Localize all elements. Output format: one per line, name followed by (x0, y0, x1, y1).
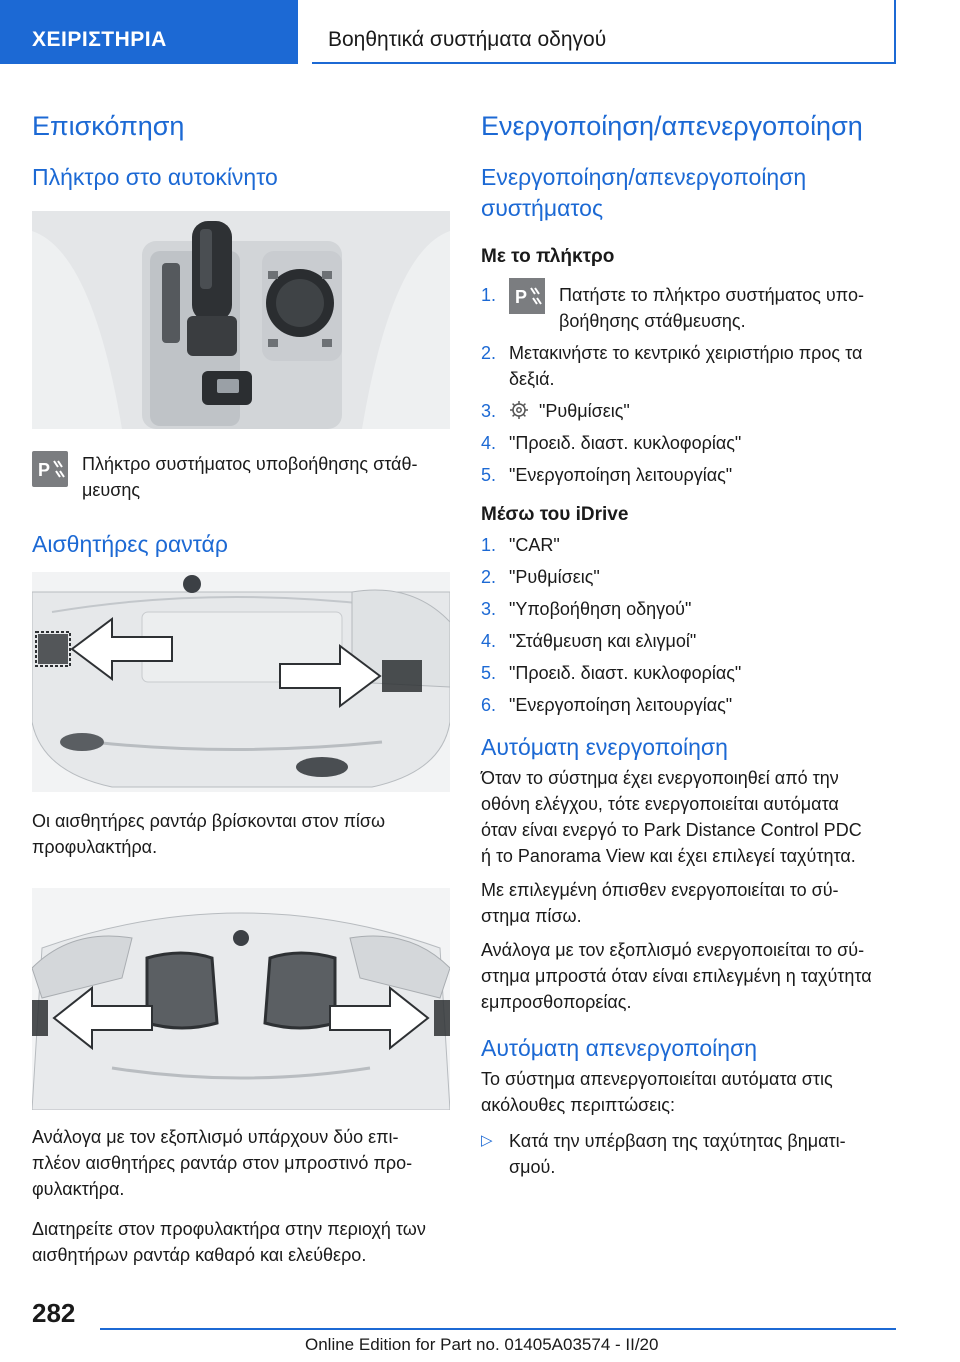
step-number: 2. (481, 567, 497, 587)
list-item (481, 1128, 911, 1180)
step-text: Μετακινήστε το κεντρικό χειριστήριο προς τα δεξιά. (509, 343, 863, 389)
rear-bumper-image (32, 572, 450, 792)
step-number: 6. (481, 695, 497, 715)
front-sensors-text: Ανάλογα με τον εξοπλισμό υπάρχουν δύο επι- πλέον αισθητήρες ραντάρ στον μπροστινό προ- φυλακτήρα. (32, 1127, 413, 1199)
radar-sensors-heading: Αισθητήρες ραντάρ (32, 531, 228, 557)
step-text: "Υποβοήθηση οδηγού" (509, 599, 692, 619)
step-text: Πατήστε το πλήκτρο συστήματος υπο- βοήθησης στάθμευσης. (559, 285, 864, 331)
system-activate-heading: Ενεργοποίηση/απενεργοποίηση συστήματος (481, 164, 807, 221)
auto-activation-text-3: Ανάλογα με τον εξοπλισμό ενεργοποιείται το σύ- στημα μπροστά όταν είναι επιλεγμένη η ταχύτητα εμπροσθοπορείας. (481, 940, 872, 1012)
list-item (481, 596, 911, 622)
front-bumper-image (32, 888, 450, 1110)
list-item (481, 692, 911, 718)
list-item (481, 430, 911, 456)
footer-divider (100, 1328, 896, 1330)
overview-heading: Επισκόπηση (32, 111, 185, 141)
auto-deactivation-text: Το σύστημα απενεργοποιείται αυτόματα στις ακόλουθες περιπτώσεις: (481, 1069, 833, 1115)
step-parking-button-icon (509, 278, 545, 314)
auto-deactivation-heading: Αυτόματη απενεργοποίηση (481, 1035, 758, 1061)
step-text: "Ρυθμίσεις" (539, 401, 630, 421)
via-button-steps (481, 282, 911, 488)
auto-activation-heading: Αυτόματη ενεργοποίηση (481, 734, 728, 760)
chapter-label: ΧΕΙΡΙΣΤΗΡΙΑ (32, 28, 167, 51)
bullet-text: Κατά την υπέρβαση της ταχύτητας βηματι- σμού. (509, 1131, 846, 1177)
list-item (481, 282, 911, 334)
center-console-drawing (32, 211, 450, 429)
step-number: 4. (481, 433, 497, 453)
step-number: 5. (481, 465, 497, 485)
list-item (481, 398, 911, 424)
step-text: "Ενεργοποίηση λειτουργίας" (509, 465, 733, 485)
center-console-image (32, 211, 450, 429)
rear-bumper-drawing (32, 572, 450, 792)
list-item (481, 564, 911, 590)
svg-text:P: P (515, 287, 528, 307)
button-caption-row (32, 451, 450, 503)
left-column (32, 100, 450, 1268)
step-number: 5. (481, 663, 497, 683)
keep-sensors-clean-text: Διατηρείτε στον προφυλακτήρα στην περιοχή των αισθητήρων ραντάρ καθαρό και ελεύθερο. (32, 1219, 426, 1265)
auto-activation-text-2: Με επιλεγμένη όπισθεν ενεργοποιείται το σύ- στημα πίσω. (481, 880, 839, 926)
activate-deactivate-heading: Ενεργοποίηση/απενεργοποίηση (481, 111, 863, 141)
step-number: 2. (481, 343, 497, 363)
list-item (481, 628, 911, 654)
step-number: 1. (481, 535, 497, 555)
button-caption: Πλήκτρο συστήματος υποβοήθησης στάθ- μευσης (82, 454, 418, 500)
step-text: "Ενεργοποίηση λειτουργίας" (509, 695, 733, 715)
gear-icon (509, 398, 531, 424)
step-text: "Προειδ. διαστ. κυκλοφορίας" (509, 663, 742, 683)
via-idrive-steps (481, 532, 911, 718)
rear-sensors-text: Οι αισθητήρες ραντάρ βρίσκονται στον πίσω προφυλακτήρα. (32, 811, 386, 857)
parking-assistant-icon (32, 451, 68, 487)
svg-text:P: P (38, 460, 51, 480)
list-item (481, 532, 911, 558)
button-in-car-heading: Πλήκτρο στο αυτοκίνητο (32, 164, 278, 190)
step-number: 3. (481, 401, 497, 421)
step-text: "Ρυθμίσεις" (509, 567, 600, 587)
step-text: "CAR" (509, 535, 560, 555)
step-number: 3. (481, 599, 497, 619)
section-title: Βοηθητικά συστήματα οδηγού (328, 28, 607, 51)
via-button-heading: Με το πλήκτρο (481, 246, 615, 267)
list-item (481, 462, 911, 488)
step-text: "Στάθμευση και ελιγμοί" (509, 631, 697, 651)
edition-footer: Online Edition for Part no. 01405A03574 - II/20 (305, 1335, 659, 1354)
triangle-bullet-icon: ▷ (481, 1132, 493, 1149)
step-text: "Προειδ. διαστ. κυκλοφορίας" (509, 433, 742, 453)
step-number: 4. (481, 631, 497, 651)
page-number: 282 (32, 1298, 76, 1328)
list-item (481, 660, 911, 686)
via-idrive-heading: Μέσω του iDrive (481, 504, 629, 525)
front-bumper-drawing (32, 888, 450, 1110)
list-item (481, 340, 911, 392)
right-column (481, 100, 911, 1180)
auto-activation-text-1: Όταν το σύστημα έχει ενεργοποιηθεί από την οθόνη ελέγχου, τότε ενεργοποιείται αυτόματα όταν είναι ενεργό το Park Distance Control PDC ή το Panorama View και έχει επιλεγεί ταχύτητα. (481, 768, 862, 866)
chapter-tab[interactable] (0, 0, 298, 64)
step-number: 1. (481, 285, 497, 305)
